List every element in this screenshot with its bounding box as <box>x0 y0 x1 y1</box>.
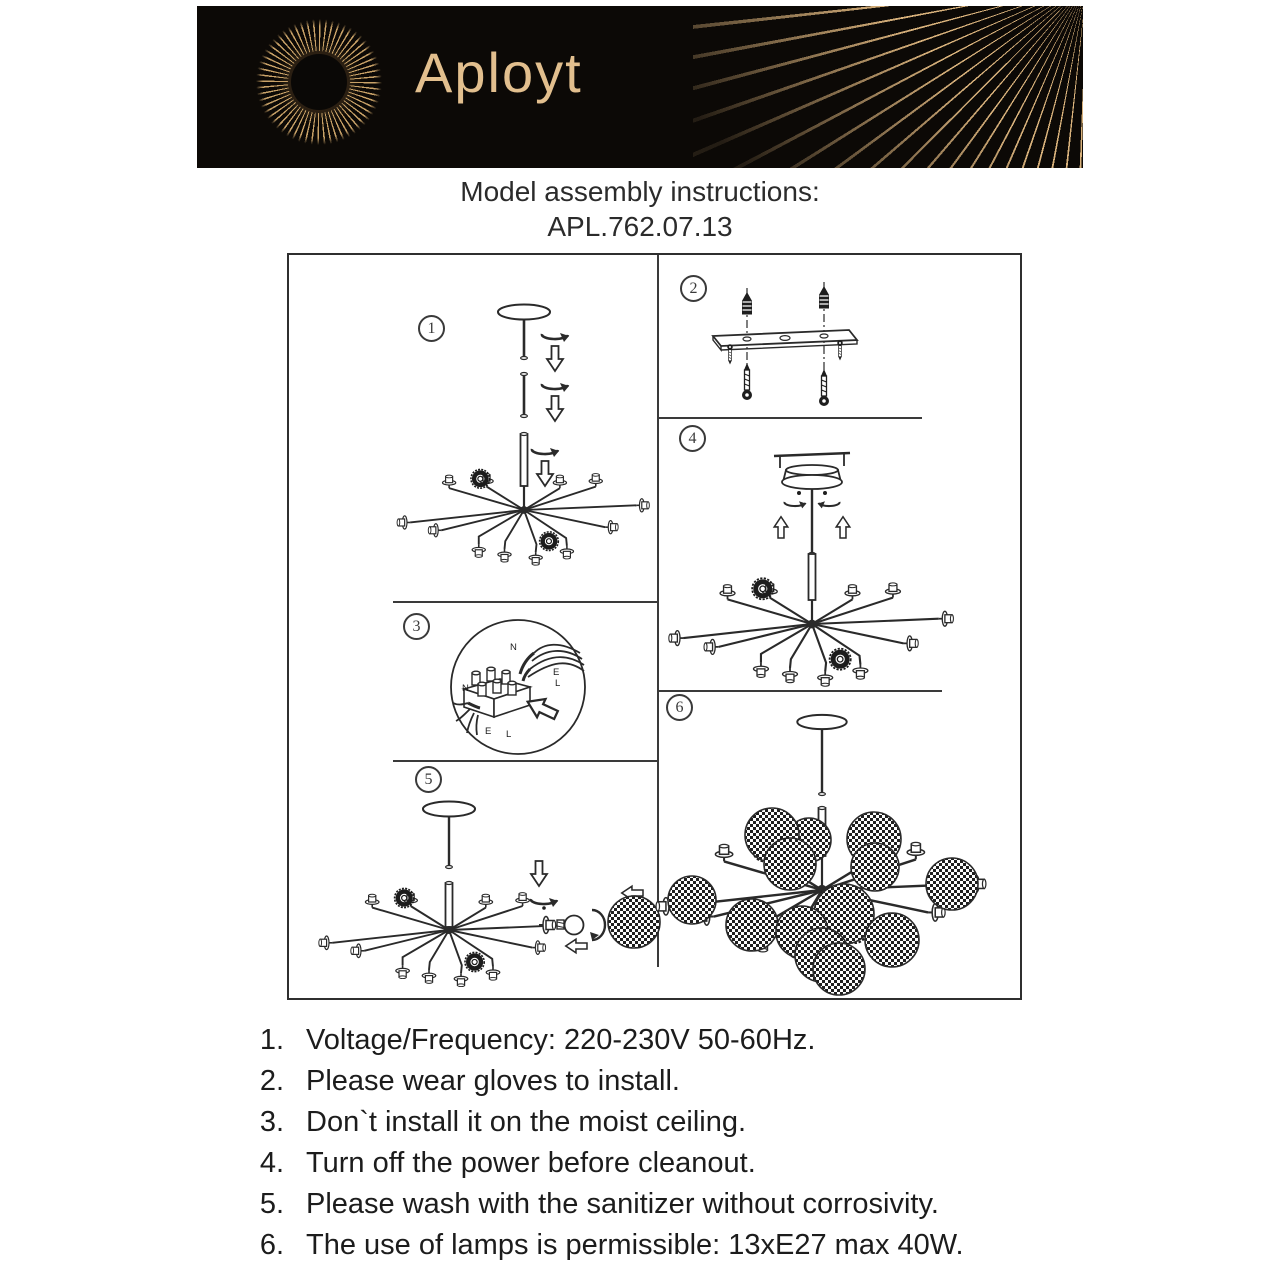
wire-label-n: N <box>510 642 517 653</box>
note-item <box>250 1061 964 1102</box>
step-4-badge: 4 <box>679 425 706 452</box>
canopy-cup <box>782 465 842 489</box>
step6-drawing <box>656 715 986 995</box>
down-arrow-icon <box>547 346 563 371</box>
screw-icon <box>742 363 752 400</box>
note-item <box>250 1102 964 1143</box>
brand-name: Aployt <box>415 41 583 104</box>
canopy <box>797 715 846 729</box>
glass-globe <box>608 896 660 948</box>
brand-banner <box>197 6 1083 168</box>
step-5-badge: 5 <box>415 766 442 793</box>
step-1-badge: 1 <box>418 315 445 342</box>
note-text: Voltage/Frequency: 220-230V 50-60Hz. <box>306 1024 816 1056</box>
step3-drawing <box>451 620 585 754</box>
canopy <box>498 305 550 320</box>
note-item <box>250 1184 964 1225</box>
note-text: Turn off the power before cleanout. <box>306 1147 756 1179</box>
wall-anchor-icon <box>743 293 752 314</box>
glass-globes <box>668 808 978 995</box>
rotate-arrow-icon <box>818 501 840 508</box>
note-number: 6. <box>259 1229 284 1261</box>
model-number: APL.762.07.13 <box>547 211 733 242</box>
note-text: Please wash with the sanitizer without corrosivity. <box>306 1188 939 1220</box>
down-arrow-icon <box>537 461 553 486</box>
light-bulb <box>557 916 584 935</box>
wall-anchor-icon <box>820 287 829 308</box>
attach-arrow-icon <box>566 939 587 953</box>
note-number: 4. <box>259 1147 284 1179</box>
step-3-badge: 3 <box>403 613 430 640</box>
page-title: Model assembly instructions: <box>460 176 820 207</box>
rotate-arrow-icon <box>542 333 569 342</box>
wire-label-n2: N <box>462 683 469 694</box>
wire-label-e: E <box>553 667 560 678</box>
step-6-badge: 6 <box>666 694 693 721</box>
rotate-arrow-icon <box>542 383 569 392</box>
wire-label-l: L <box>555 678 561 689</box>
note-text: Don`t install it on the moist ceiling. <box>306 1106 747 1138</box>
terminal-posts <box>472 667 516 696</box>
note-number: 2. <box>259 1065 284 1097</box>
up-arrow-icon <box>836 517 850 538</box>
banner-rays-decor <box>693 6 1083 168</box>
step-2-badge: 2 <box>680 275 707 302</box>
note-item <box>250 1020 964 1061</box>
down-arrow-icon <box>531 861 547 886</box>
bolt-icon <box>727 344 733 364</box>
note-number: 3. <box>259 1106 284 1138</box>
assembly-diagram <box>287 253 1022 1000</box>
ceiling-bracket <box>774 453 850 456</box>
note-text: The use of lamps is permissible: 13xE27 max 40W. <box>306 1229 964 1261</box>
step5-drawing <box>319 802 660 987</box>
note-number: 1. <box>259 1024 284 1056</box>
step4-drawing <box>669 453 954 686</box>
up-arrow-icon <box>774 517 788 538</box>
rotate-arrow-icon <box>785 501 807 508</box>
socket-part <box>539 917 556 934</box>
bolt-icon <box>837 340 843 360</box>
canopy <box>423 802 475 817</box>
note-text: Please wear gloves to install. <box>306 1065 680 1097</box>
wire-label-l2: L <box>506 729 512 740</box>
assembly-drawings <box>289 255 1024 1002</box>
sunburst-core <box>291 54 347 110</box>
step1-drawing <box>397 305 649 566</box>
note-item <box>250 1143 964 1184</box>
wire-label-e2: E <box>485 726 492 737</box>
down-arrow-icon <box>547 396 563 421</box>
rotate-arrow-icon <box>532 448 559 457</box>
rotate-arrow-icon <box>531 898 558 907</box>
safety-notes <box>250 1020 964 1266</box>
step2-drawing <box>713 282 857 406</box>
screw-icon <box>819 369 829 406</box>
note-item <box>250 1225 964 1266</box>
note-number: 5. <box>259 1188 284 1220</box>
